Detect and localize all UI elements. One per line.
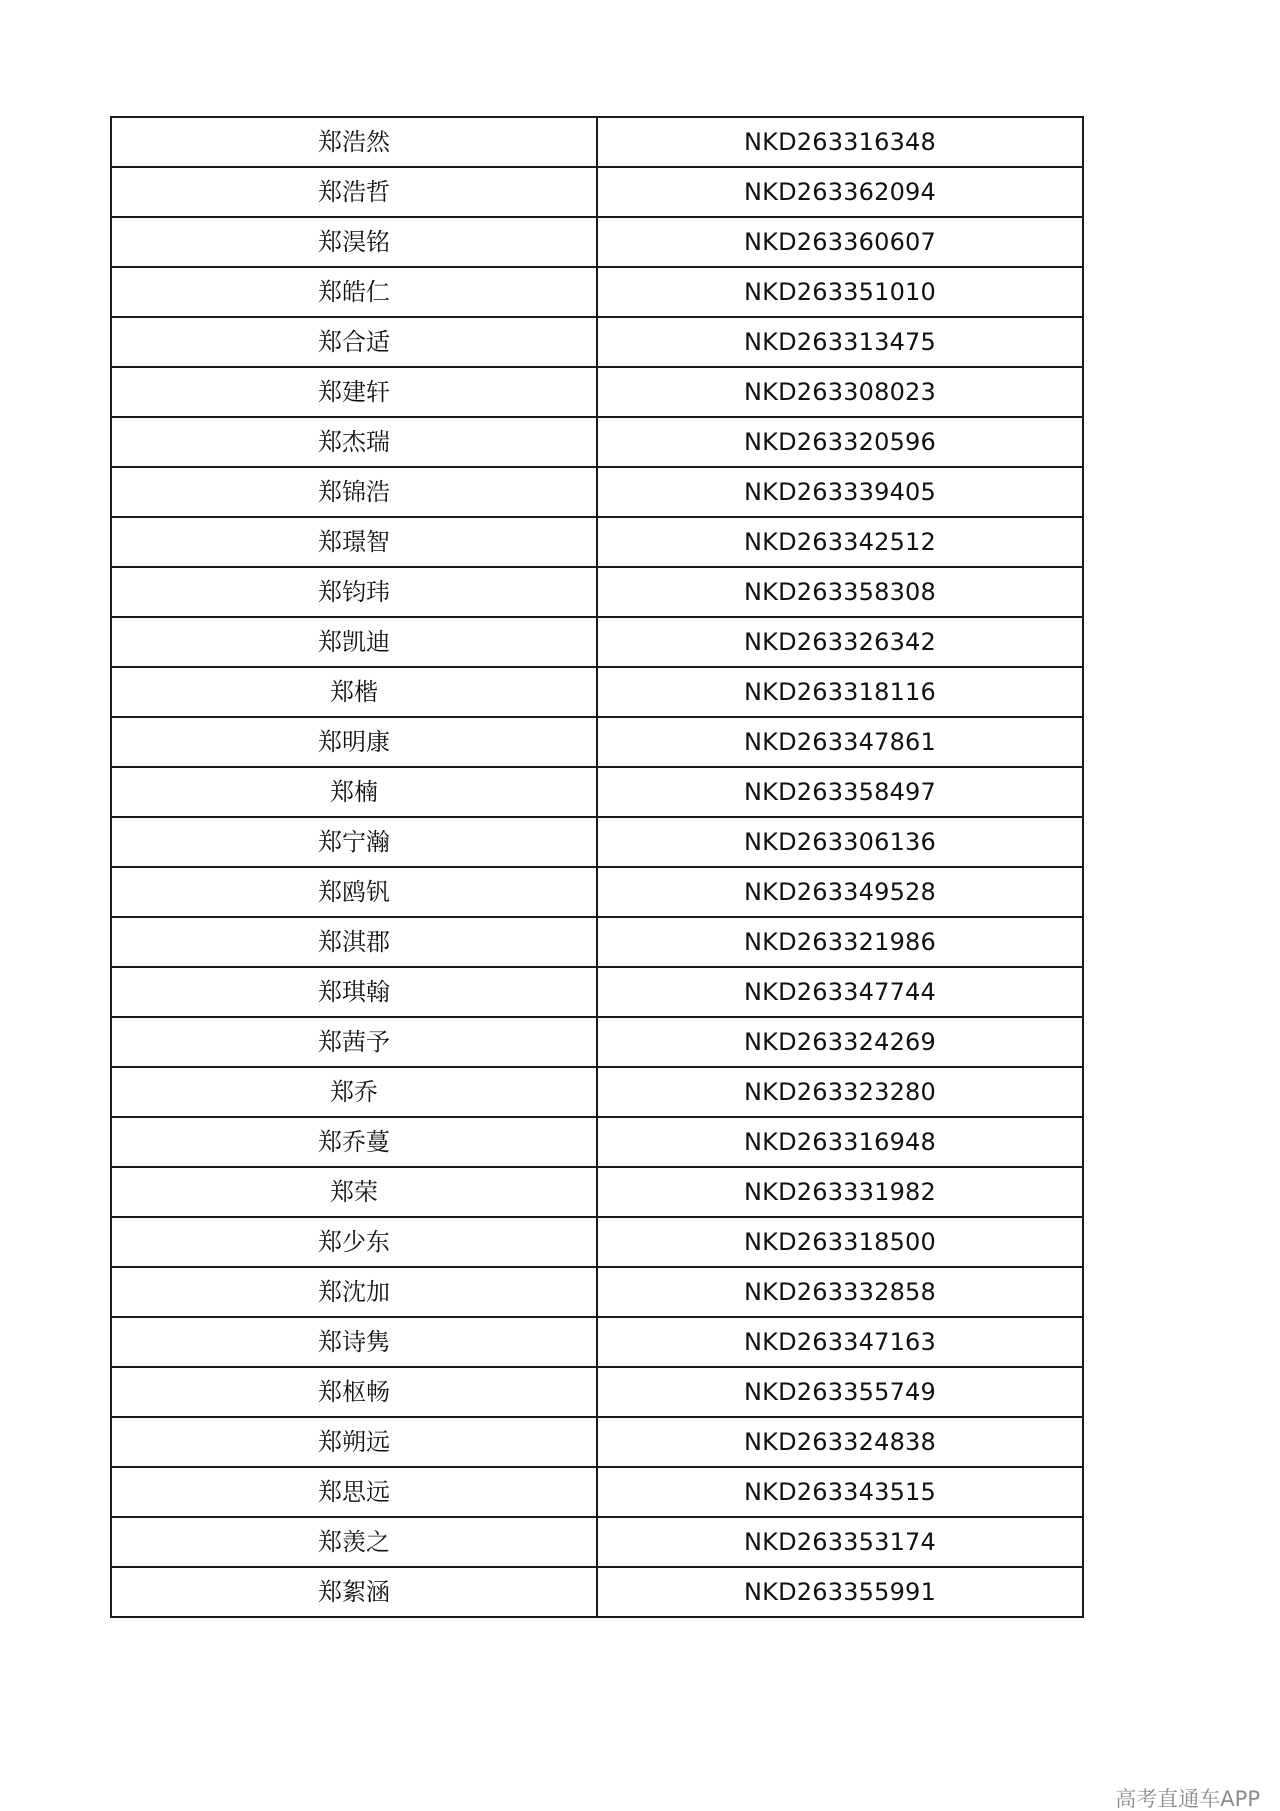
table-row [111,1567,1083,1617]
table-row [111,767,1083,817]
name-cell: 郑合适 [111,317,597,367]
name-cell: 郑乔蔓 [111,1117,597,1167]
name-cell: 郑沈加 [111,1267,597,1317]
name-cell: 郑楠 [111,767,597,817]
name-cell: 郑鸥钒 [111,867,597,917]
table-row [111,217,1083,267]
table-row [111,517,1083,567]
table-row [111,717,1083,767]
table-row [111,1367,1083,1417]
name-cell: 郑乔 [111,1067,597,1117]
table-row [111,967,1083,1017]
name-cell: 郑少东 [111,1217,597,1267]
table-row [111,167,1083,217]
name-cell: 郑明康 [111,717,597,767]
name-cell: 郑浩哲 [111,167,597,217]
id-cell: NKD263347744 [597,967,1083,1017]
name-cell: 郑锦浩 [111,467,597,517]
id-cell: NKD263326342 [597,617,1083,667]
name-cell: 郑诗隽 [111,1317,597,1367]
name-cell: 郑宁瀚 [111,817,597,867]
id-cell: NKD263316948 [597,1117,1083,1167]
id-cell: NKD263347861 [597,717,1083,767]
name-cell: 郑絮涵 [111,1567,597,1617]
name-cell: 郑凯迪 [111,617,597,667]
roster-table [110,116,1084,1618]
id-cell: NKD263320596 [597,417,1083,467]
table-row [111,317,1083,367]
table-row [111,1317,1083,1367]
watermark-text: 高考直通车APP [1115,1787,1260,1811]
table-row [111,1167,1083,1217]
name-cell: 郑茜予 [111,1017,597,1067]
table-row [111,1267,1083,1317]
id-cell: NKD263355991 [597,1567,1083,1617]
name-cell: 郑羡之 [111,1517,597,1567]
id-cell: NKD263342512 [597,517,1083,567]
name-cell: 郑淏铭 [111,217,597,267]
table-row [111,867,1083,917]
name-cell: 郑琪翰 [111,967,597,1017]
id-cell: NKD263313475 [597,317,1083,367]
name-cell: 郑浩然 [111,117,597,167]
table-row [111,567,1083,617]
id-cell: NKD263349528 [597,867,1083,917]
roster-table-body [111,117,1083,1617]
id-cell: NKD263362094 [597,167,1083,217]
id-cell: NKD263308023 [597,367,1083,417]
table-row [111,367,1083,417]
id-cell: NKD263353174 [597,1517,1083,1567]
id-cell: NKD263347163 [597,1317,1083,1367]
table-row [111,1117,1083,1167]
id-cell: NKD263358497 [597,767,1083,817]
id-cell: NKD263306136 [597,817,1083,867]
table-row [111,917,1083,967]
table-row [111,117,1083,167]
id-cell: NKD263321986 [597,917,1083,967]
id-cell: NKD263318116 [597,667,1083,717]
table-row [111,1017,1083,1067]
name-cell: 郑朔远 [111,1417,597,1467]
name-cell: 郑钧玮 [111,567,597,617]
name-cell: 郑皓仁 [111,267,597,317]
table-row [111,417,1083,467]
table-row [111,667,1083,717]
id-cell: NKD263355749 [597,1367,1083,1417]
table-row [111,1517,1083,1567]
table-row [111,617,1083,667]
id-cell: NKD263343515 [597,1467,1083,1517]
table-row [111,267,1083,317]
table-row [111,1467,1083,1517]
table-row [111,817,1083,867]
id-cell: NKD263339405 [597,467,1083,517]
name-cell: 郑楷 [111,667,597,717]
id-cell: NKD263318500 [597,1217,1083,1267]
id-cell: NKD263358308 [597,567,1083,617]
id-cell: NKD263351010 [597,267,1083,317]
roster-table-container [110,116,1080,1618]
name-cell: 郑思远 [111,1467,597,1517]
id-cell: NKD263360607 [597,217,1083,267]
id-cell: NKD263332858 [597,1267,1083,1317]
id-cell: NKD263323280 [597,1067,1083,1117]
id-cell: NKD263324838 [597,1417,1083,1467]
name-cell: 郑璟智 [111,517,597,567]
id-cell: NKD263324269 [597,1017,1083,1067]
name-cell: 郑建轩 [111,367,597,417]
id-cell: NKD263331982 [597,1167,1083,1217]
table-row [111,467,1083,517]
name-cell: 郑淇郡 [111,917,597,967]
name-cell: 郑荣 [111,1167,597,1217]
table-row [111,1217,1083,1267]
id-cell: NKD263316348 [597,117,1083,167]
table-row [111,1417,1083,1467]
name-cell: 郑杰瑞 [111,417,597,467]
table-row [111,1067,1083,1117]
name-cell: 郑枢畅 [111,1367,597,1417]
